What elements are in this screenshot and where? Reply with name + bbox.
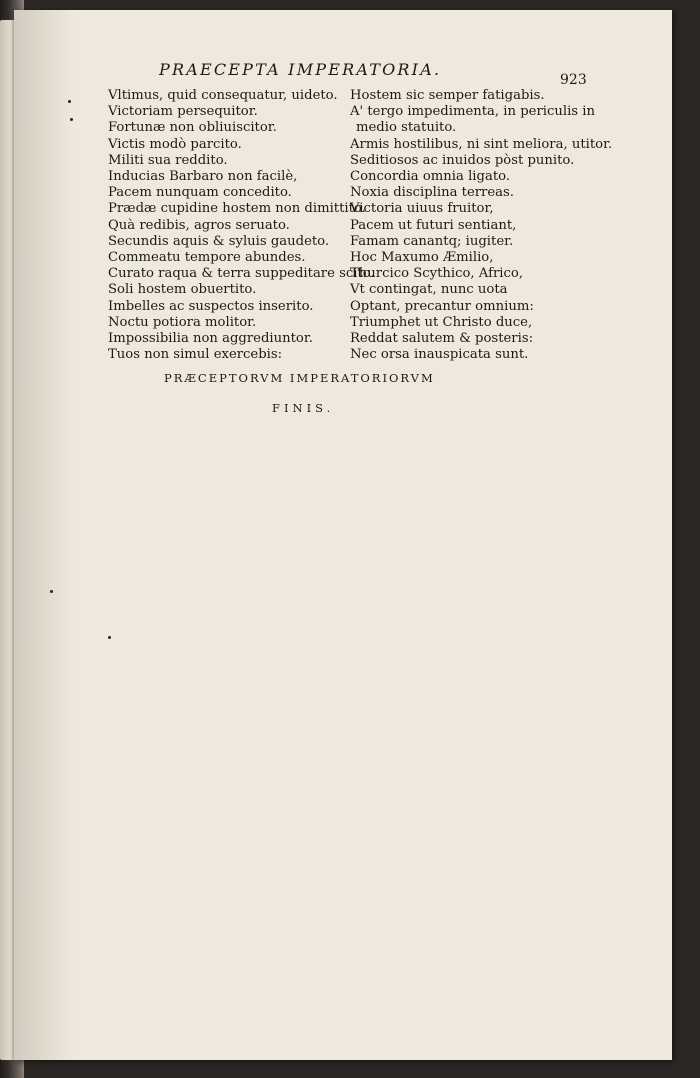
left-column: [108, 88, 375, 363]
precept-line: Victoria uiuus fruitor,: [350, 201, 494, 217]
precept-line: Pacem nunquam concedito.: [108, 185, 292, 201]
ink-speck: [70, 118, 73, 121]
precept-line: Secundis aquis & syluis gaudeto.: [108, 233, 330, 249]
precept-line: Victis modò parcito.: [108, 136, 242, 152]
finis-line: FINIS.: [272, 401, 335, 415]
precept-line: Vt contingat, nunc uota: [350, 282, 508, 298]
precept-line: Commeatu tempore abundes.: [108, 250, 306, 266]
closing-title: PRÆCEPTORVM IMPERATORIORVM: [164, 371, 435, 385]
precept-line: Victoriam persequitor.: [108, 104, 258, 120]
precept-line: Famam canantq; iugiter.: [350, 233, 514, 249]
precept-line: Impossibilia non aggrediuntor.: [108, 331, 313, 347]
precept-line: Quà redibis, agros seruato.: [108, 217, 290, 233]
precept-line: medio statuito.: [356, 120, 457, 136]
precept-line: Hostem sic semper fatigabis.: [350, 88, 545, 103]
ink-speck: [50, 590, 53, 593]
precept-line: Noctu potiora molitor.: [108, 314, 257, 330]
ink-speck: [68, 100, 71, 103]
precept-line: Noxia disciplina terreas.: [350, 185, 514, 201]
precept-line: Curato raqua & terra suppeditare scito.: [108, 266, 375, 282]
precept-line: Seditiosos ac inuidos pòst punito.: [350, 152, 575, 168]
running-head: PRAECEPTA IMPERATORIA.: [159, 60, 442, 79]
precept-line: Prædæ cupidine hostem non dimittito.: [108, 201, 366, 217]
ink-speck: [108, 636, 111, 639]
precept-line: Nec orsa inauspicata sunt.: [350, 347, 529, 363]
precept-line: Concordia omnia ligato.: [350, 169, 511, 185]
precept-line: Pacem ut futuri sentiant,: [350, 217, 517, 233]
precept-line: Reddat salutem & posteris:: [350, 331, 534, 347]
page-number: 923: [560, 72, 587, 88]
precept-line: Tuos non simul exercebis:: [108, 347, 283, 363]
precept-line: Inducias Barbaro non facilè,: [108, 169, 298, 185]
precept-line: Vltimus, quid consequatur, uideto.: [108, 88, 338, 103]
precept-line: Hoc Maxumo Æmilio,: [350, 250, 494, 266]
precept-line: Optant, precantur omnium:: [350, 298, 534, 314]
precept-line: Soli hostem obuertito.: [108, 282, 257, 298]
book-page: [14, 10, 672, 1060]
precept-line: A' tergo impedimenta, in periculis in: [350, 104, 595, 120]
right-column: [350, 88, 613, 363]
precept-line: Triumphet ut Christo duce,: [350, 314, 533, 330]
precept-line: Armis hostilibus, ni sint meliora, utitor.: [350, 136, 613, 152]
precept-line: Fortunæ non obliuiscitor.: [108, 120, 277, 136]
precept-line: Militi sua reddito.: [108, 152, 228, 168]
precept-line: Thurcico Scythico, Africo,: [350, 266, 524, 282]
precept-line: Imbelles ac suspectos inserito.: [108, 298, 314, 314]
